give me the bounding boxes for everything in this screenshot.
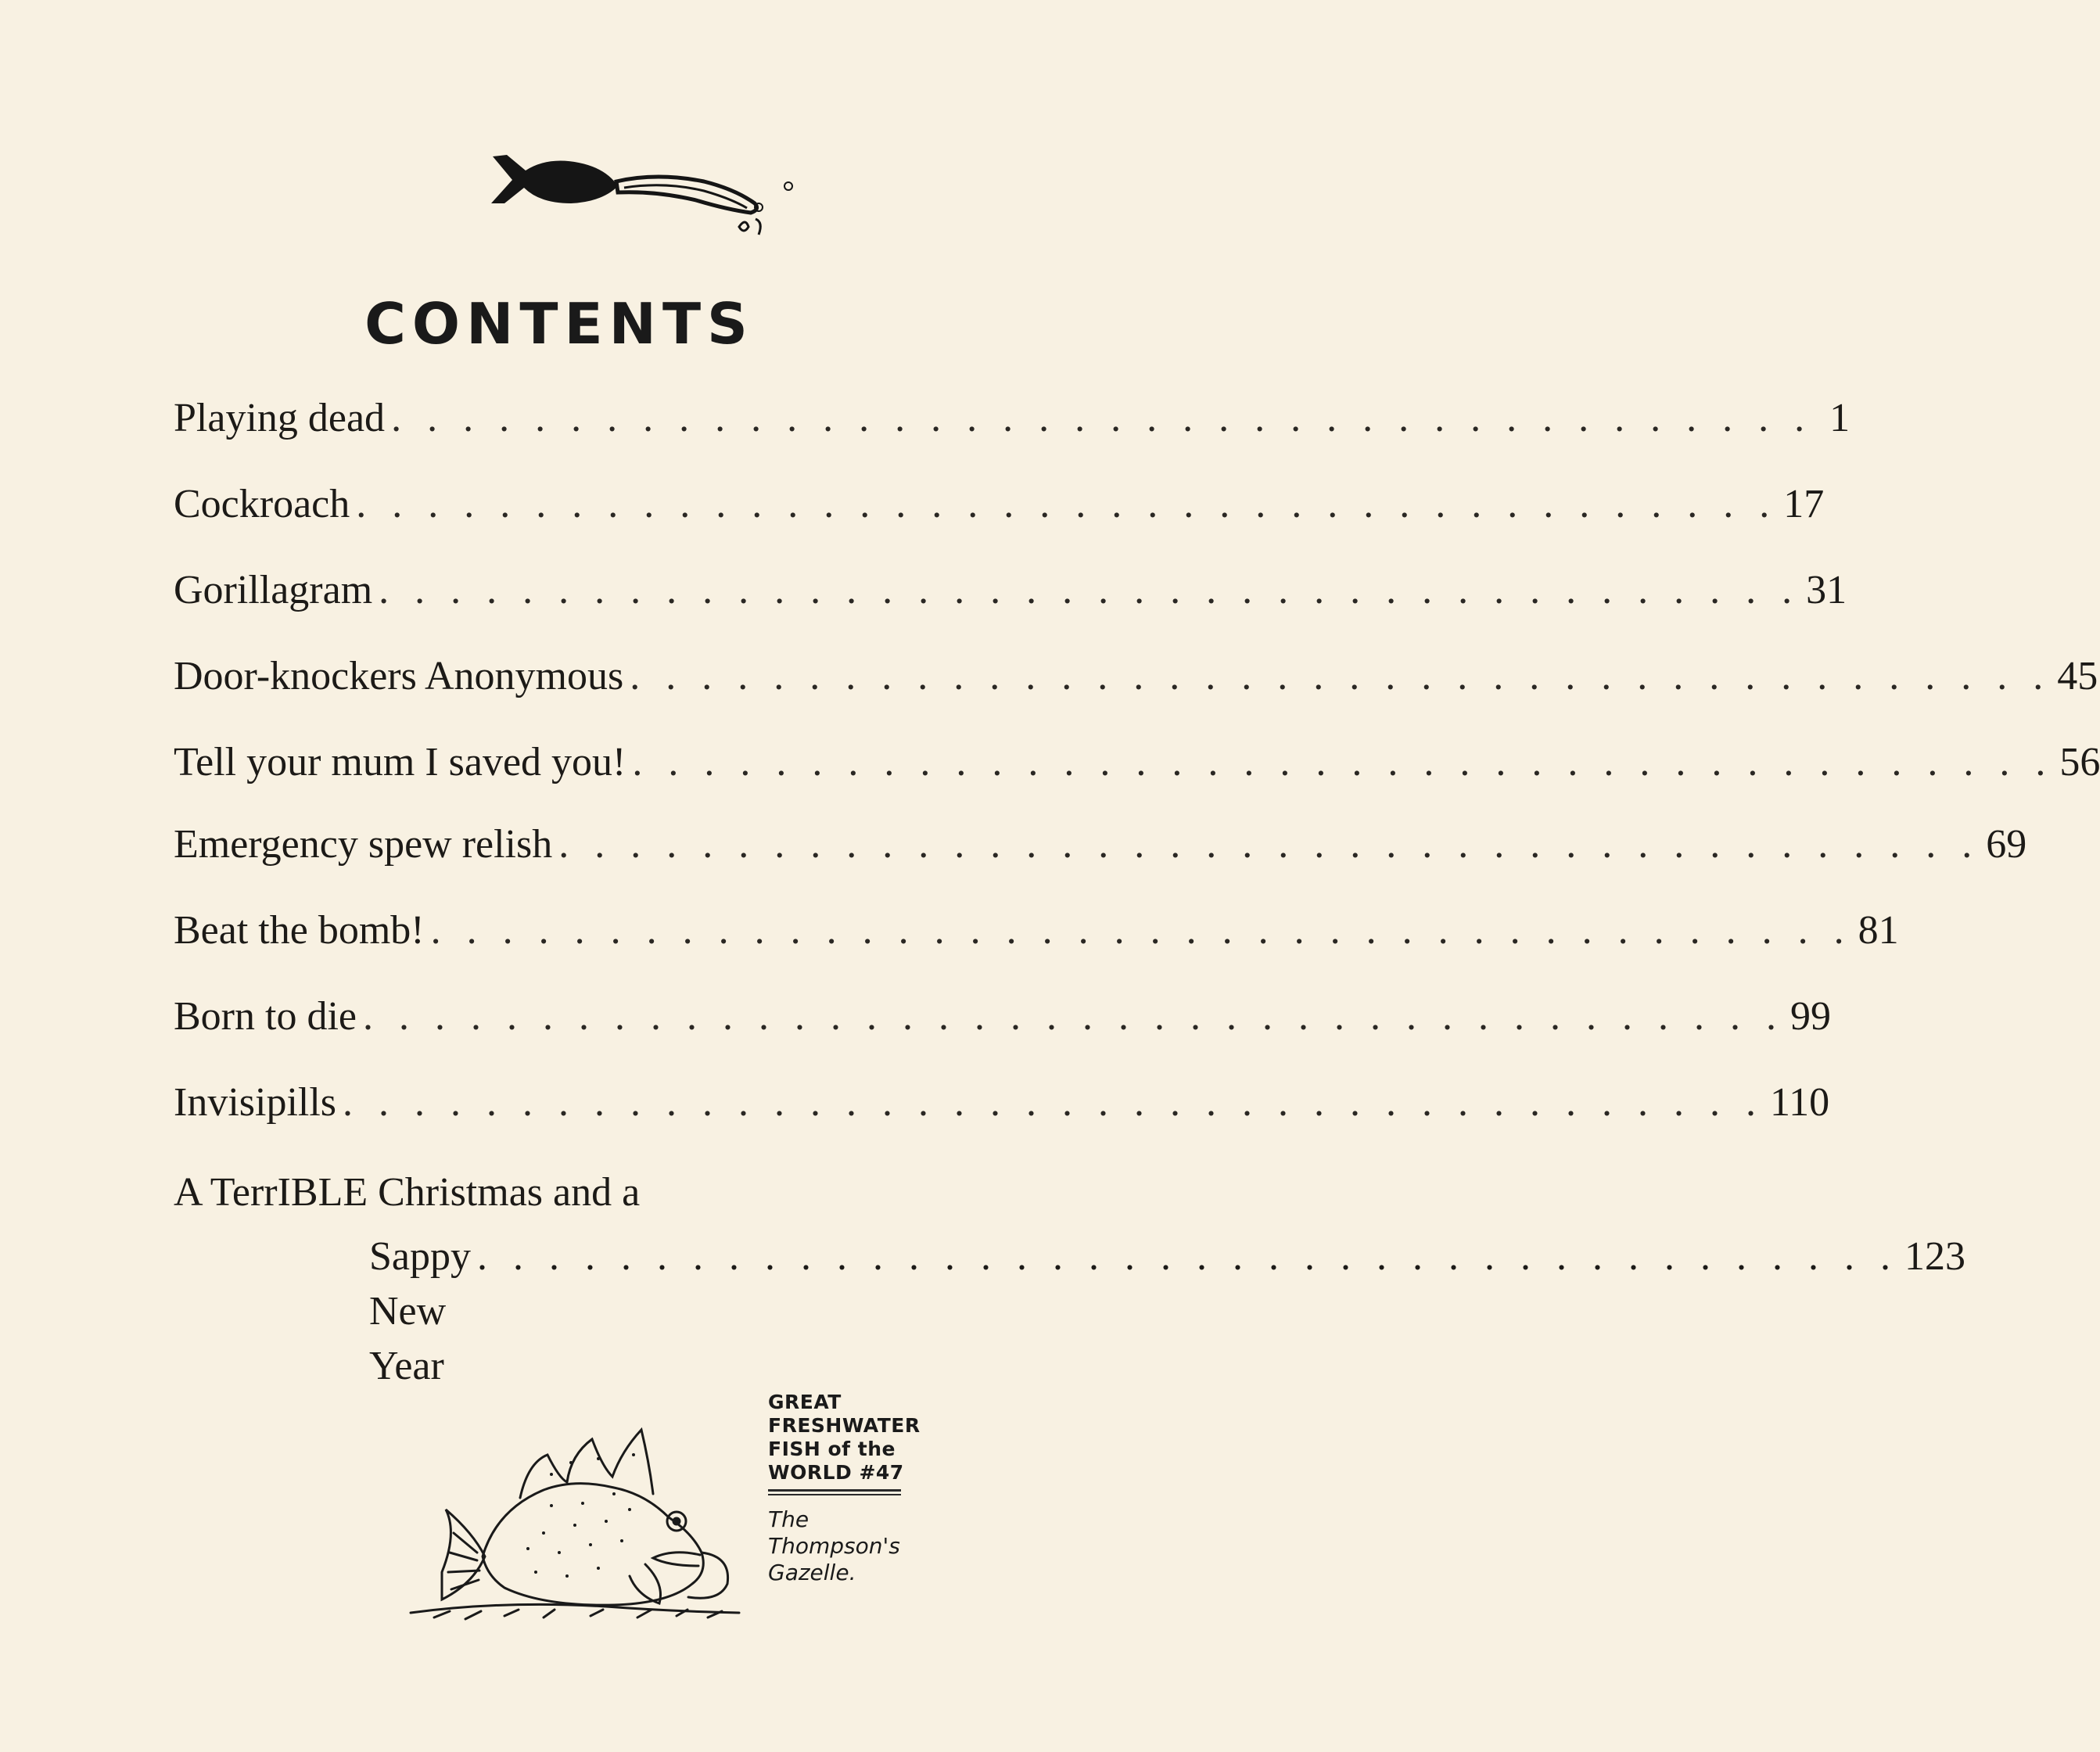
toc-entry-title: Emergency spew relish <box>174 822 553 867</box>
toc-entry-page: 17 <box>1783 482 1825 526</box>
toc-entry <box>174 989 1831 1044</box>
toc-entry <box>174 563 1847 618</box>
freshwater-fish-illustration <box>411 1416 770 1635</box>
toc-entry-title: Playing dead <box>174 396 386 440</box>
toc-entry-title: Gorillagram <box>174 568 373 612</box>
toc-entry-page: 45 <box>2057 654 2098 698</box>
dot-leader: . . . . . . . . . . . . . . . . . . . . . . . . . . . . . . . . . . . . . . . . <box>558 822 1980 867</box>
toc-entry-page: 56 <box>2059 740 2100 784</box>
toc-entry-page: 123 <box>1904 1234 1965 1279</box>
toc-entry-title: Cockroach <box>174 482 350 526</box>
dot-leader: . . . . . . . . . . . . . . . . . . . . . . . . . . . . . . . . . . . . . . . . <box>343 1080 1764 1125</box>
toc-entry-title: Tell your mum I saved you! <box>174 740 626 784</box>
page-title: CONTENTS <box>364 291 754 357</box>
dot-leader: . . . . . . . . . . . . . . . . . . . . . . . . . . . . . . . . . . . . . . . . <box>477 1234 1898 1279</box>
toc-entry-title: Born to die <box>174 994 357 1039</box>
toc-entry-title: Invisipills <box>174 1080 337 1125</box>
toc-entry <box>174 817 2027 872</box>
toc-entry <box>174 391 1851 446</box>
toc-entry <box>369 1230 1965 1388</box>
dot-leader: . . . . . . . . . . . . . . . . . . . . . . . . . . . . . . . . . . . . . . . . <box>391 396 1813 440</box>
toc-entry <box>174 735 2100 790</box>
dot-leader: . . . . . . . . . . . . . . . . . . . . . . . . . . . . . . . . . . . . . . . . <box>430 908 1852 953</box>
caption-divider <box>768 1494 901 1495</box>
fish-caption-credit: The Thompson's Gazelle. <box>768 1506 900 1585</box>
dot-leader: . . . . . . . . . . . . . . . . . . . . . . . . . . . . . . . . . . . . . . . . <box>632 740 2054 784</box>
toc-entry-title: Door-knockers Anonymous <box>174 654 624 698</box>
dot-leader: . . . . . . . . . . . . . . . . . . . . . . . . . . . . . . . . . . . . . . . . <box>362 994 1784 1039</box>
dot-leader: . . . . . . . . . . . . . . . . . . . . . . . . . . . . . . . . . . . . . . . . <box>630 654 2052 698</box>
toc-entry-title-line2: Sappy New Year <box>369 1234 471 1388</box>
toc-entry <box>174 1075 1830 1130</box>
toc-entry-page: 31 <box>1806 568 1847 612</box>
fish-caption <box>768 1391 924 1586</box>
toc-entry-page: 81 <box>1858 908 1899 953</box>
toc-entry-page: 69 <box>1986 822 2027 867</box>
caption-divider <box>768 1489 901 1492</box>
toc-entry-title-line1: A TerrIBLE Christmas and a <box>174 1170 641 1215</box>
dot-leader: . . . . . . . . . . . . . . . . . . . . . . . . . . . . . . . . . . . . . . . . <box>356 482 1778 526</box>
toc-entry <box>174 903 1899 958</box>
toc-entry-title: Beat the bomb! <box>174 908 425 953</box>
fish-caption-heading: GREAT FRESHWATER FISH of the WORLD #47 <box>768 1391 921 1484</box>
dot-leader: . . . . . . . . . . . . . . . . . . . . . . . . . . . . . . . . . . . . . . . . <box>379 568 1800 612</box>
toc-entry-page: 1 <box>1829 396 1851 440</box>
toc-entry <box>174 477 1825 532</box>
toc-entry-page: 99 <box>1789 994 1831 1039</box>
fish-on-line-illustration <box>469 125 813 250</box>
toc-entry-page: 110 <box>1770 1080 1830 1125</box>
toc-entry <box>174 649 2098 704</box>
